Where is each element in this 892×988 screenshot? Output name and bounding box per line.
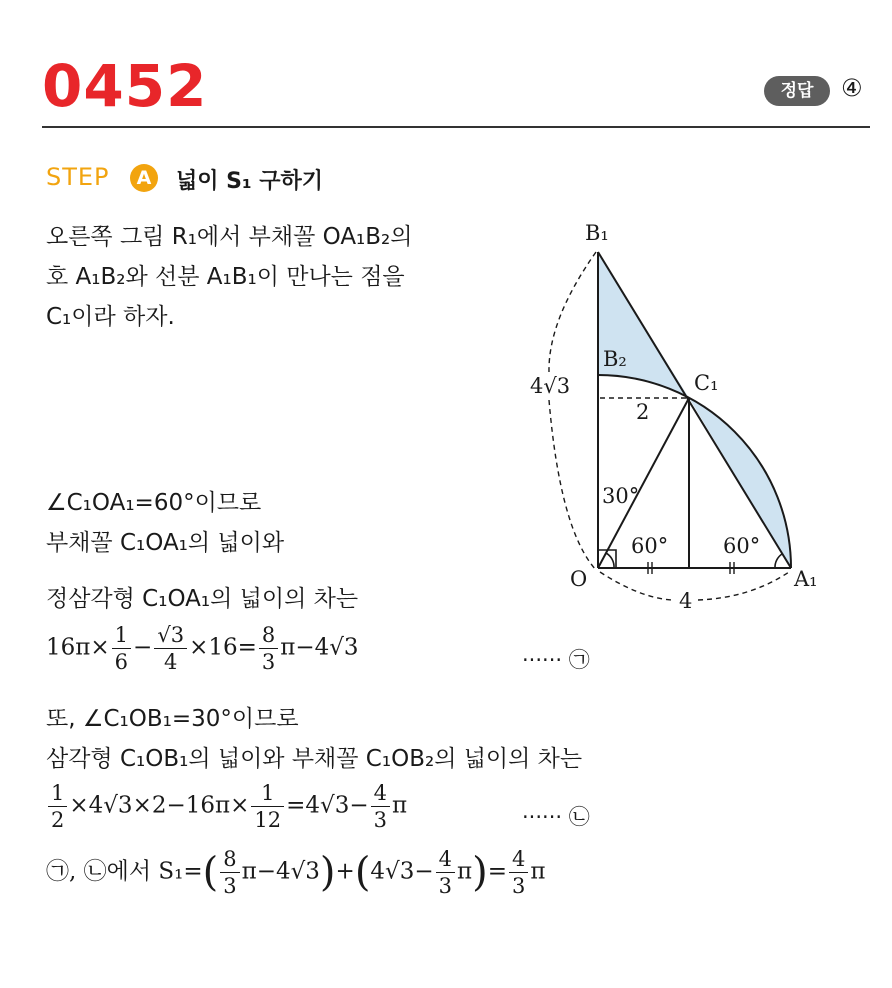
fraction-denominator: 3 [512, 874, 526, 898]
eq3-prefix: ㉠, ㉡에서 S₁= [46, 858, 203, 885]
dim-curve-left-bottom [549, 400, 596, 570]
text-line-4: ∠C₁OA₁=60°이므로 [46, 490, 262, 516]
eq2-end: π [391, 792, 408, 819]
angle-arc-o-60 [606, 553, 614, 568]
fraction-denominator: 3 [438, 874, 452, 898]
label-angle-60-a1: 60° [723, 534, 761, 558]
step-letter-badge: A [130, 164, 158, 192]
answer-badge: 정답 [764, 76, 830, 106]
fraction-numerator: 4 [509, 846, 528, 873]
paren-open: ( [202, 849, 219, 896]
fraction-denominator: 4 [164, 650, 178, 674]
problem-number: 0452 [42, 52, 208, 120]
eq2-tail: =4√3− [286, 792, 369, 819]
eq3-end: π [530, 858, 546, 885]
paren-close: ) [319, 849, 336, 896]
fraction-denominator: 6 [114, 650, 129, 674]
label-b2: B₂ [603, 347, 627, 371]
fraction-denominator: 3 [223, 874, 237, 898]
fraction-denominator: 3 [373, 808, 387, 832]
fraction-numerator: 8 [220, 846, 239, 873]
eq3-eq: = [487, 858, 508, 885]
eq1-prefix: 16π× [46, 634, 110, 661]
angle-arc-a1-60 [775, 554, 782, 568]
dim-curve-left-top [549, 252, 596, 372]
text-line-8: 삼각형 C₁OB₁의 넓이와 부채꼴 C₁OB₂의 넓이의 차는 [46, 746, 583, 772]
label-angle-60-o: 60° [631, 534, 669, 558]
label-angle-30: 30° [602, 484, 640, 508]
fraction-denominator: 3 [261, 650, 276, 674]
equation-1-mark: ······ ㉠ [522, 648, 590, 672]
label-segment-2: 2 [636, 400, 650, 424]
text-line-7: 또, ∠C₁OB₁=30°이므로 [46, 706, 299, 732]
dim-curve-base-left [600, 572, 672, 600]
fraction-numerator: 4 [436, 846, 455, 873]
fraction-numerator: 1 [251, 780, 284, 807]
answer-choice: ④ [841, 74, 863, 102]
fraction-denominator: 12 [254, 808, 282, 832]
segment-b1a1 [598, 252, 791, 568]
fraction-numerator: 4 [371, 780, 390, 807]
step-title: 넓이 S₁ 구하기 [176, 169, 324, 194]
fraction-numerator: 1 [48, 780, 67, 807]
paren-close: ) [472, 849, 488, 896]
eq3-c: π [457, 858, 473, 885]
eq3-plus: + [335, 858, 355, 885]
text-line-1: 오른쪽 그림 R₁에서 부채꼴 OA₁B₂의 [46, 224, 413, 250]
label-c1: C₁ [694, 371, 719, 395]
fraction-numerator: √3 [154, 622, 187, 649]
eq1-tail: ×16= [189, 634, 257, 661]
text-line-6: 정삼각형 C₁OA₁의 넓이의 차는 [46, 586, 359, 612]
equation-2-mark: ······ ㉡ [522, 805, 590, 829]
text-line-3: C₁이라 하자. [46, 304, 175, 330]
dim-curve-base-right [698, 572, 789, 600]
label-o: O [570, 567, 588, 591]
label-b1: B₁ [585, 221, 609, 245]
label-side-4root3: 4√3 [530, 374, 571, 398]
eq2-mid: ×4√3×2−16π× [69, 792, 250, 819]
text-line-5: 부채꼴 C₁OA₁의 넓이와 [46, 530, 285, 556]
fraction-numerator: 8 [259, 622, 278, 649]
eq3-b: 4√3− [370, 858, 434, 885]
label-base-4: 4 [679, 589, 693, 613]
eq3-a: π−4√3 [241, 858, 320, 885]
text-line-2: 호 A₁B₂와 선분 A₁B₁이 만나는 점을 [46, 264, 405, 290]
fraction-denominator: 2 [51, 808, 65, 832]
eq1-end: π−4√3 [280, 634, 359, 661]
fraction-numerator: 1 [112, 622, 131, 649]
eq1-minus: − [133, 634, 153, 661]
step-label: STEP [46, 163, 110, 191]
label-a1: A₁ [794, 567, 818, 591]
paren-open: ( [354, 849, 371, 896]
